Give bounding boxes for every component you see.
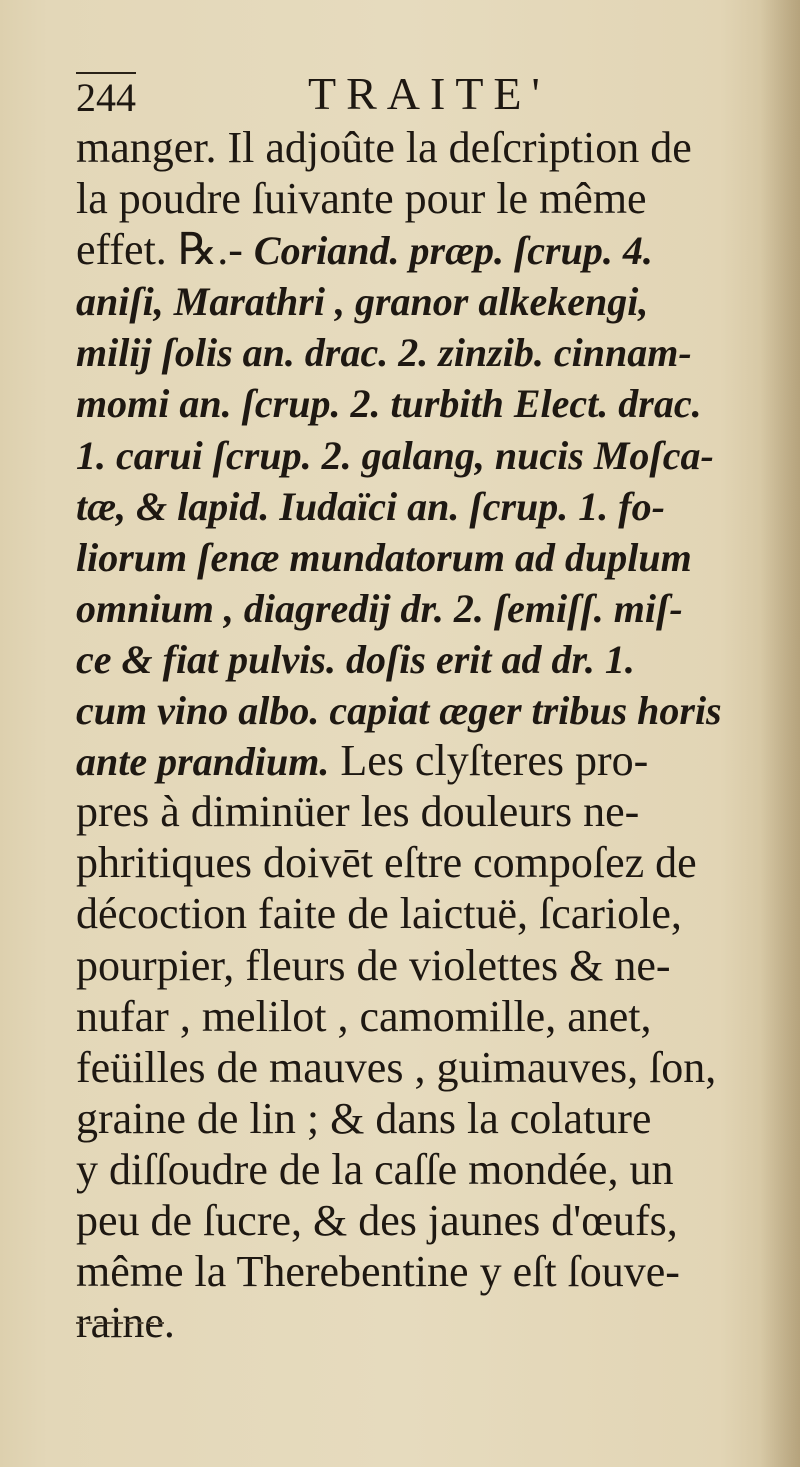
latin-prescription-text: aniſi, Marathri , granor alkekengi,	[76, 279, 649, 325]
text-line	[76, 224, 766, 275]
text-line	[76, 1246, 766, 1297]
french-text: feüilles de mauves , guimauves, ſon,	[76, 1042, 717, 1092]
latin-prescription-text: ce & fiat pulvis. doſis erit ad dr. 1.	[76, 636, 635, 682]
text-line	[76, 173, 766, 224]
text-line	[76, 122, 766, 173]
text-line	[76, 480, 766, 531]
french-text: raine.	[76, 1298, 175, 1348]
page-number: 244	[76, 72, 136, 120]
text-line	[76, 633, 766, 684]
latin-prescription-text: 1. carui ſcrup. 2. galang, nucis Moſca-	[76, 432, 714, 478]
text-line	[76, 275, 766, 326]
running-title: TRAITE'	[308, 68, 550, 119]
latin-prescription-text: Coriand. præp. ſcrup. 4.	[253, 228, 653, 274]
french-text: peu de ſucre, & des jaunes d'œufs,	[76, 1195, 678, 1245]
french-text: graine de lin ; & dans la colature	[76, 1093, 652, 1143]
latin-prescription-text: milij ſolis an. drac. 2. zinzib. cinnam-	[76, 330, 692, 376]
body-text	[76, 122, 766, 1348]
french-text: phritiques doivēt eſtre compoſez de	[76, 838, 697, 888]
text-line	[76, 1093, 766, 1144]
page-header	[76, 62, 766, 124]
french-text: manger. Il adjoûte la deſcription de	[76, 123, 692, 172]
text-line	[76, 582, 766, 633]
text-line	[76, 991, 766, 1042]
french-text: effet. ℞.-	[76, 225, 254, 275]
text-line	[76, 735, 766, 786]
page-edge-shadow	[760, 0, 800, 1467]
text-line	[76, 326, 766, 377]
text-line	[76, 377, 766, 428]
latin-prescription-text: omnium , diagredij dr. 2. ſemiſſ. miſ-	[76, 585, 683, 631]
text-line	[76, 1195, 766, 1246]
latin-prescription-text: cum vino albo. capiat æger tribus horis	[76, 688, 722, 734]
text-line	[76, 837, 766, 888]
text-line	[76, 684, 766, 735]
text-line	[76, 1042, 766, 1093]
french-text: décoction faite de laictuë, ſcariole,	[76, 889, 682, 939]
latin-prescription-text: liorum ſenæ mundatorum ad duplum	[76, 534, 692, 580]
end-rule	[76, 1322, 164, 1324]
text-line	[76, 940, 766, 991]
french-text: Les clyſteres pro-	[329, 736, 649, 786]
text-line	[76, 1297, 766, 1348]
latin-prescription-text: momi an. ſcrup. 2. turbith Elect. drac.	[76, 381, 702, 427]
text-line	[76, 888, 766, 939]
french-text: pres à diminüer les douleurs ne-	[76, 787, 640, 837]
latin-prescription-text: tæ, & lapid. Iudaïci an. ſcrup. 1. fo-	[76, 483, 665, 529]
latin-prescription-text: ante prandium.	[76, 739, 330, 785]
text-line	[76, 531, 766, 582]
text-line	[76, 1144, 766, 1195]
french-text: pourpier, fleurs de violettes & ne-	[76, 940, 671, 990]
french-text: y diſſoudre de la caſſe mondée, un	[76, 1144, 674, 1194]
text-line	[76, 429, 766, 480]
french-text: nufar , melilot , camomille, anet,	[76, 991, 652, 1041]
french-text: même la Therebentine y eſt ſouve-	[76, 1247, 680, 1297]
text-line	[76, 786, 766, 837]
french-text: la poudre ſuivante pour le même	[76, 174, 647, 224]
